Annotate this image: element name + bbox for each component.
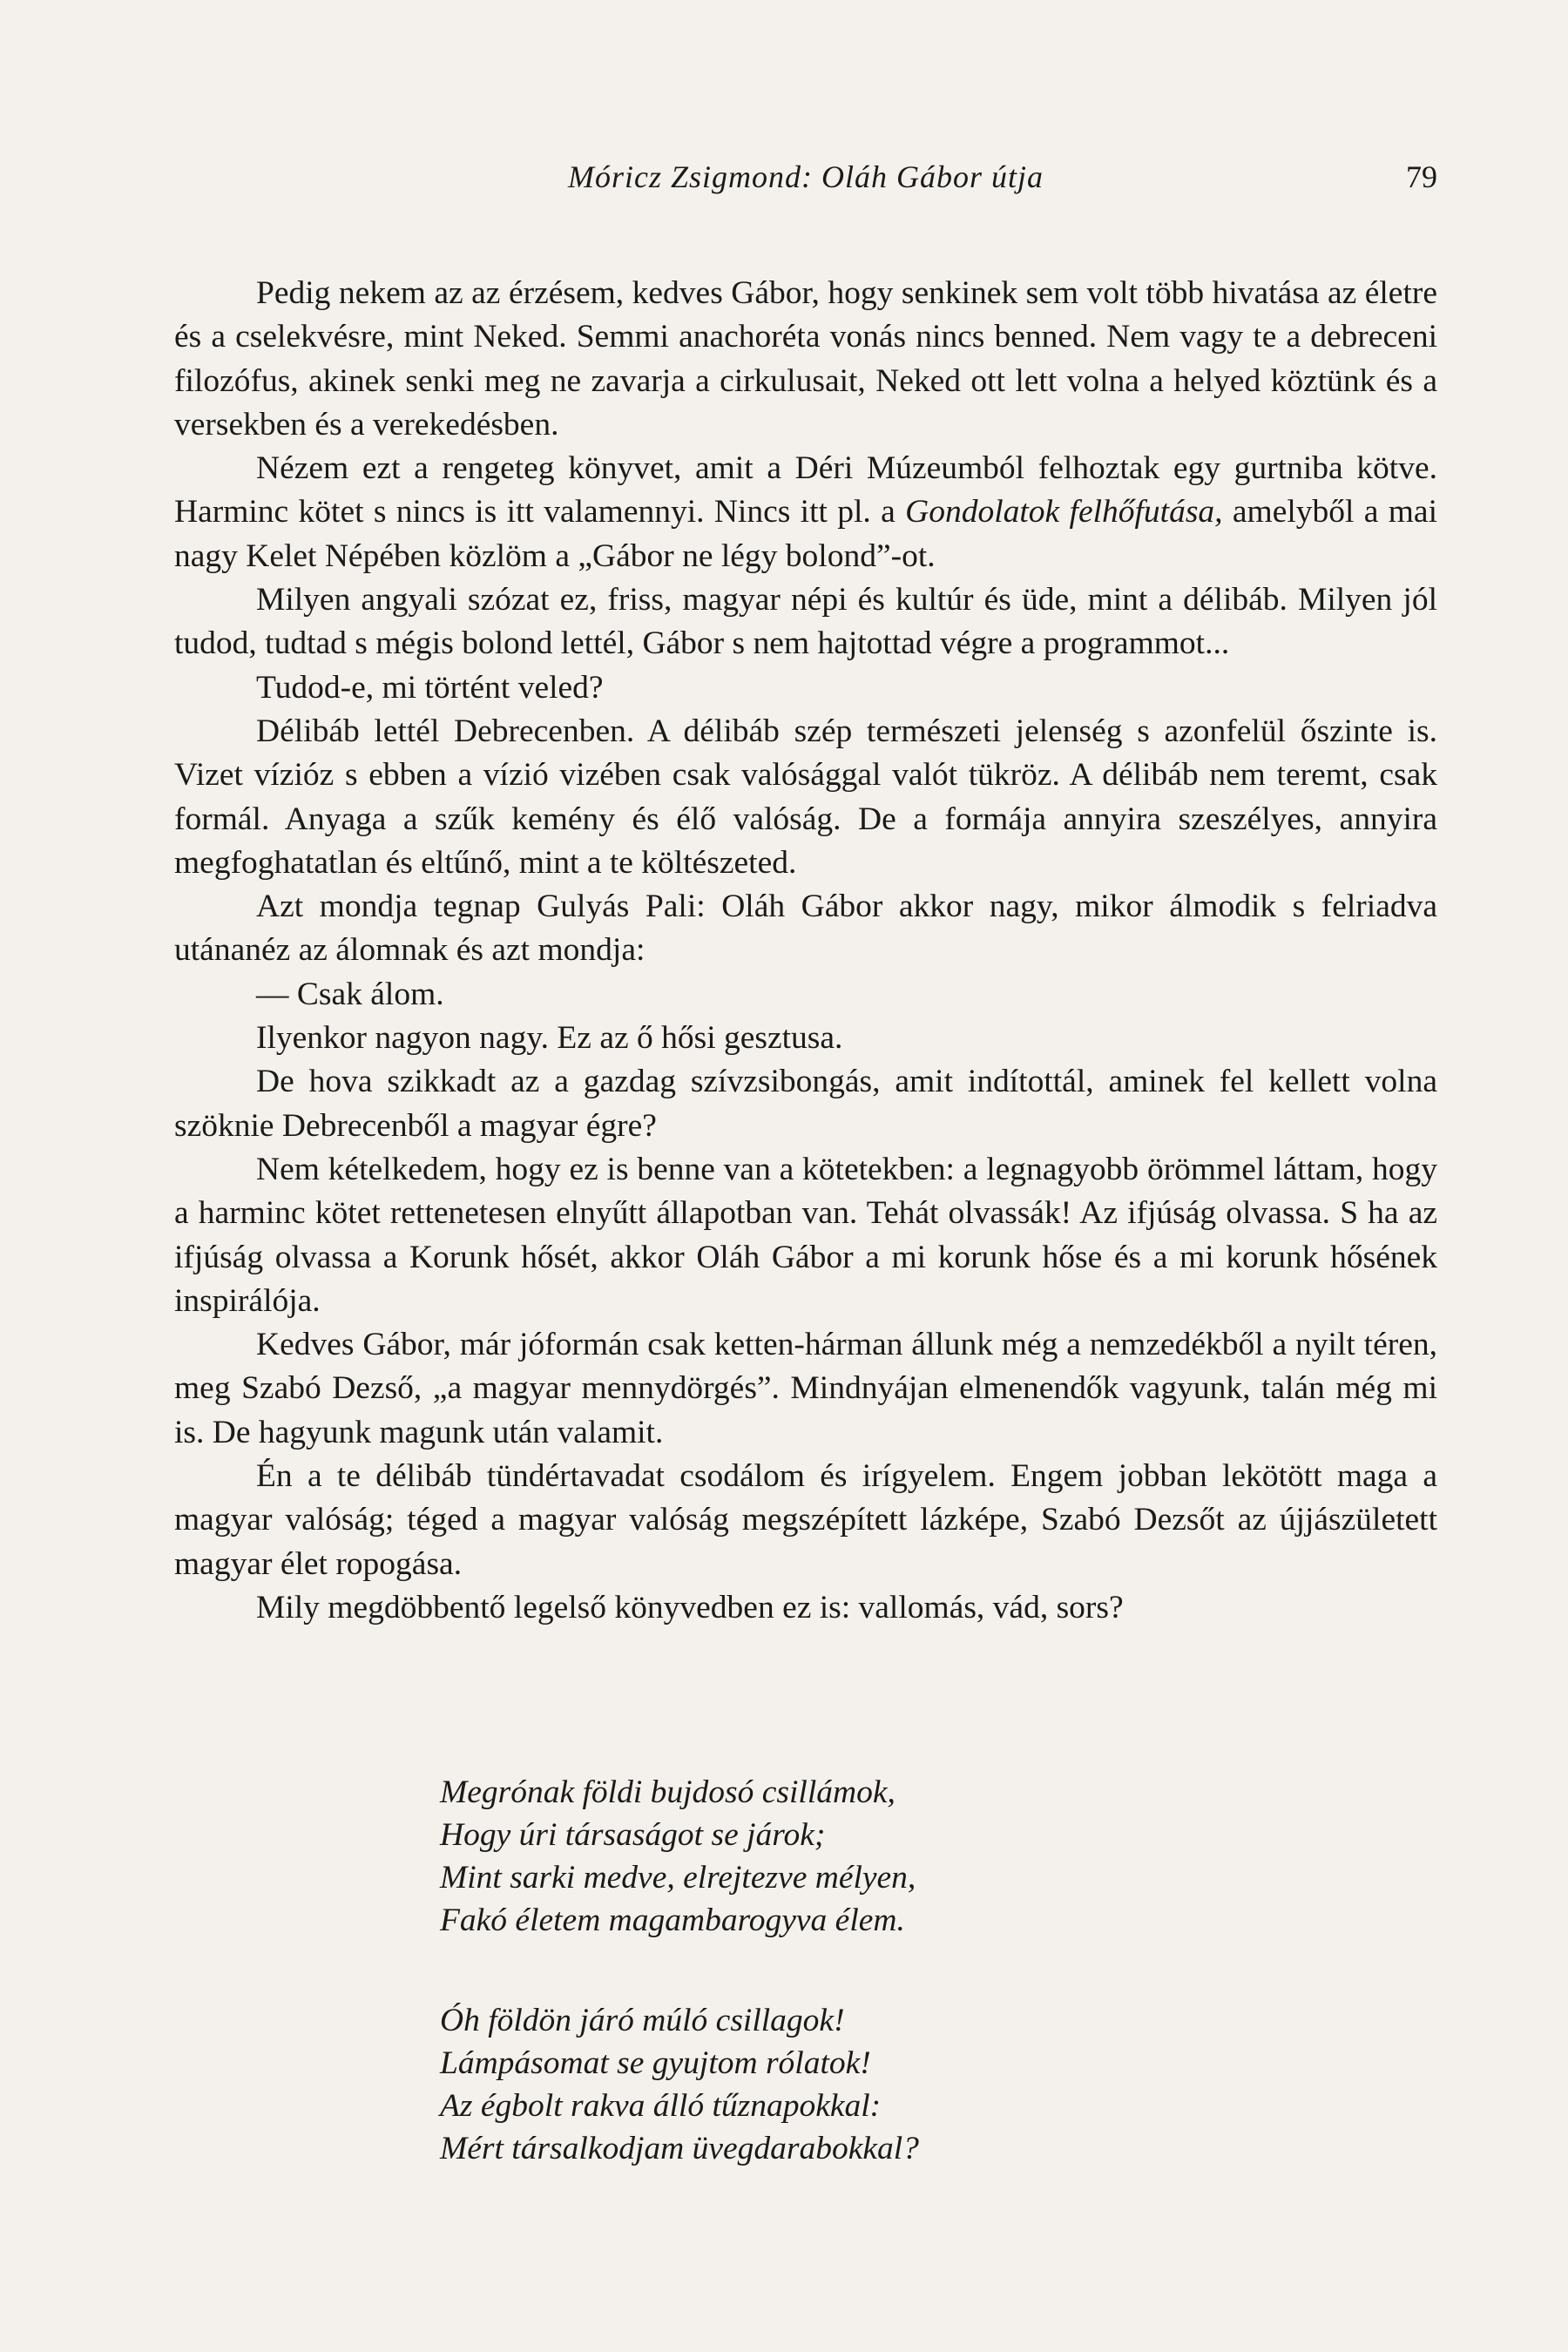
poem-stanza-1 — [440, 1771, 1224, 1942]
poem — [440, 1771, 1224, 2227]
paragraph-text: — Csak álom. — [256, 976, 444, 1012]
paragraph — [174, 272, 1437, 447]
paragraph-text: De hova szikkadt az a gazdag szívzsibongás, amit indítottál, aminek fel kellett volna szöknie Debrecenből a magyar égre? — [174, 1064, 1437, 1144]
paragraph-text: Kedves Gábor, már jóformán csak ketten-hárman állunk még a nemzedékből a nyilt téren, meg Szabó Dezső, „a magyar mennydörgés”. Mindnyájan elmenendők vagyunk, talán még mi is. De hagyunk magunk után valamit. — [174, 1327, 1437, 1450]
paragraph — [174, 1455, 1437, 1586]
paragraph-text: Nézem ezt a rengeteg könyvet, amit a Déri Múzeumból felhoztak egy gurtniba kötve. Harminc kötet s nincs is itt valamennyi. Nincs itt pl. a — [174, 450, 1437, 531]
paragraph — [174, 1148, 1437, 1323]
page-number: 79 — [1406, 159, 1437, 194]
paragraph — [174, 710, 1437, 885]
paragraph — [174, 666, 1437, 710]
running-title: Móricz Zsigmond: Oláh Gábor útja — [567, 159, 1044, 194]
paragraph — [174, 1586, 1437, 1630]
poem-line: Hogy úri társaságot se járok; — [440, 1817, 826, 1853]
poem-line: Lámpásomat se gyujtom rólatok! — [440, 2045, 871, 2081]
paragraph-text: Mily megdöbbentő legelső könyvedben ez is: vallomás, vád, sors? — [256, 1589, 1124, 1625]
poem-line: Fakó életem magambarogyva élem. — [440, 1903, 905, 1938]
paragraph — [174, 447, 1437, 578]
paragraph-text-continued: amelyből a mai nagy Kelet Népében közlöm a „Gábor ne légy bolond”-ot. — [174, 494, 1437, 574]
paragraph-text: Pedig nekem az az érzésem, kedves Gábor, hogy senkinek sem volt több hivatása az életre és a cselekvésre, mint Neked. Semmi anachoréta vonás nincs benned. Nem vagy te a debreceni filozófus, akinek senki meg ne zavarja a cirkulusait, Neked ott lett volna a helyed köztünk és a versekben és a verekedésben. — [174, 275, 1437, 443]
paragraph — [174, 885, 1437, 973]
paragraph — [174, 1323, 1437, 1455]
paragraph — [174, 1060, 1437, 1148]
paragraph-text: Azt mondja tegnap Gulyás Pali: Oláh Gábor akkor nagy, mikor álmodik s felriadva utánanéz az álomnak és azt mondja: — [174, 889, 1437, 969]
poem-line: Megrónak földi bujdosó csillámok, — [440, 1774, 896, 1810]
paragraph-text: Délibáb lettél Debrecenben. A délibáb szép természeti jelenség s azonfelül őszinte is. Vizet vízióz s ebben a vízió vizében csak valósággal valót tükröz. A délibáb nem teremt, csak formál. Anyaga a szűk kemény és élő valóság. De a formája annyira szeszélyes, annyira megfoghatatlan és eltűnő, mint a te költészeted. — [174, 713, 1437, 881]
paragraph-text: Én a te délibáb tündértavadat csodálom és irígyelem. Engem jobban lekötött maga a magyar valóság; téged a magyar valóság megszépített lázképe, Szabó Dezsőt az újjászületett magyar élet ropogása. — [174, 1458, 1437, 1582]
paragraph-text: Ilyenkor nagyon nagy. Ez az ő hősi gesztusa. — [256, 1020, 843, 1057]
book-title-italic: Gondolatok felhőfutása, — [905, 494, 1223, 531]
poem-line: Óh földön járó múló csillagok! — [440, 2003, 845, 2038]
poem-line: Az égbolt rakva álló tűznapokkal: — [440, 2088, 882, 2124]
running-header — [174, 155, 1437, 199]
poem-stanza-2 — [440, 1999, 1224, 2170]
body-text — [174, 272, 1437, 1630]
poem-line: Mint sarki medve, elrejtezve mélyen, — [440, 1860, 916, 1896]
paragraph-text: Tudod-e, mi történt veled? — [256, 669, 604, 706]
paragraph-text: Milyen angyali szózat ez, friss, magyar népi és kultúr és üde, mint a délibáb. Milyen jól tudod, tudtad s mégis bolond lettél, Gábor s nem hajtottad végre a programmot... — [174, 582, 1437, 662]
paragraph-text: Nem kételkedem, hogy ez is benne van a kötetekben: a legnagyobb örömmel láttam, hogy a harminc kötet rettenetesen elnyűtt állapotban van. Tehát olvassák! Az ifjúság olvassa. S ha az ifjúság olvassa a Korunk hősét, akkor Oláh Gábor a mi korunk hőse és a mi korunk hősének inspirálója. — [174, 1151, 1437, 1319]
poem-line: Mért társalkodjam üvegdarabokkal? — [440, 2131, 919, 2166]
paragraph — [174, 1017, 1437, 1060]
paragraph — [174, 578, 1437, 666]
dialogue-line — [174, 973, 1437, 1017]
